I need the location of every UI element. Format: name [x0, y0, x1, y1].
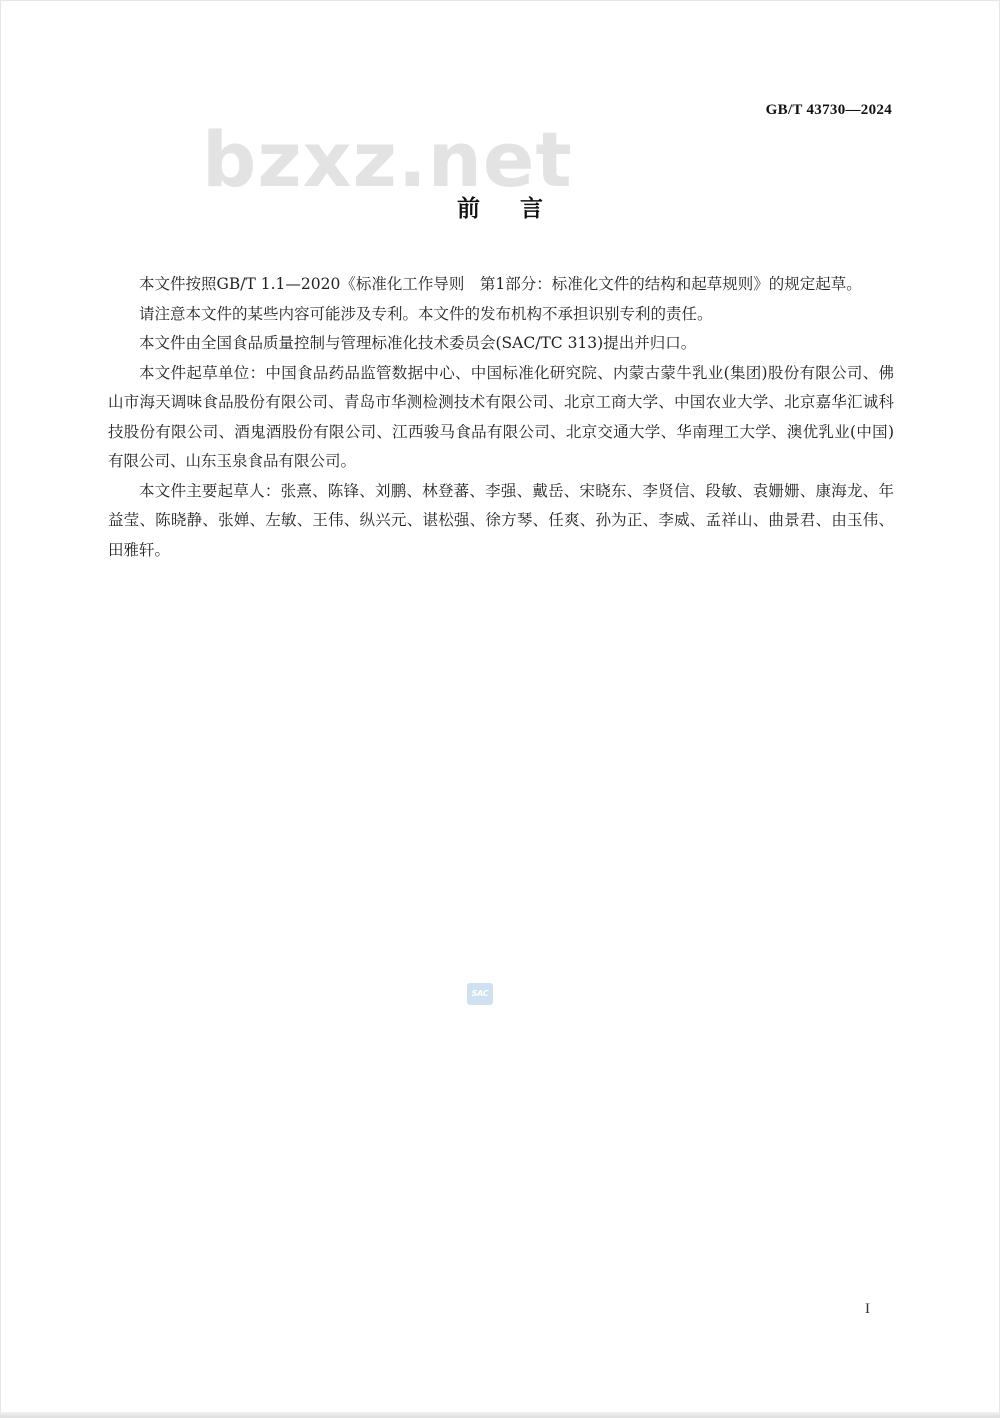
paragraph-patent-notice: 请注意本文件的某些内容可能涉及专利。本文件的发布机构不承担识别专利的责任。: [139, 304, 713, 323]
foreword-body: [108, 270, 894, 565]
page-number: I: [865, 1301, 870, 1317]
paragraph-drafting-rules: 本文件按照GB/T 1.1—2020《标准化工作导则 第1部分：标准化文件的结构和起草规则》的规定起草。: [139, 275, 862, 293]
paragraph-proposer: 本文件由全国食品质量控制与管理标准化技术委员会(SAC/TC 313)提出并归口。: [139, 334, 697, 352]
paragraph-drafting-units: 本文件起草单位：中国食品药品监管数据中心、中国标准化研究院、内蒙古蒙牛乳业(集团)股份有限公司、佛山市海天调味食品股份有限公司、青岛市华测检测技术有限公司、北京工商大学、中国农业大学、北京嘉华汇诚科技股份有限公司、酒鬼酒股份有限公司、江西骏马食品有限公司、北京交通大学、华南理工大学、澳优乳业(中国)有限公司、山东玉泉食品有限公司。: [108, 363, 894, 470]
paragraph-drafters: 本文件主要起草人：张熹、陈锋、刘鹏、林登蕃、李强、戴岳、宋晓东、李贤信、段敏、袁姗姗、康海龙、年益莹、陈晓静、张婵、左敏、王伟、纵兴元、谌松强、徐方琴、任爽、孙为正、李威、孟祥山、曲景君、由玉伟、田雅轩。: [108, 481, 894, 559]
sac-logo-icon: SAC: [467, 983, 493, 1005]
page-title: 前言: [457, 196, 583, 222]
watermark: bzxz.net: [202, 115, 573, 204]
standard-code: GB/T 43730—2024: [765, 102, 892, 118]
page-edge: [0, 1412, 1000, 1418]
